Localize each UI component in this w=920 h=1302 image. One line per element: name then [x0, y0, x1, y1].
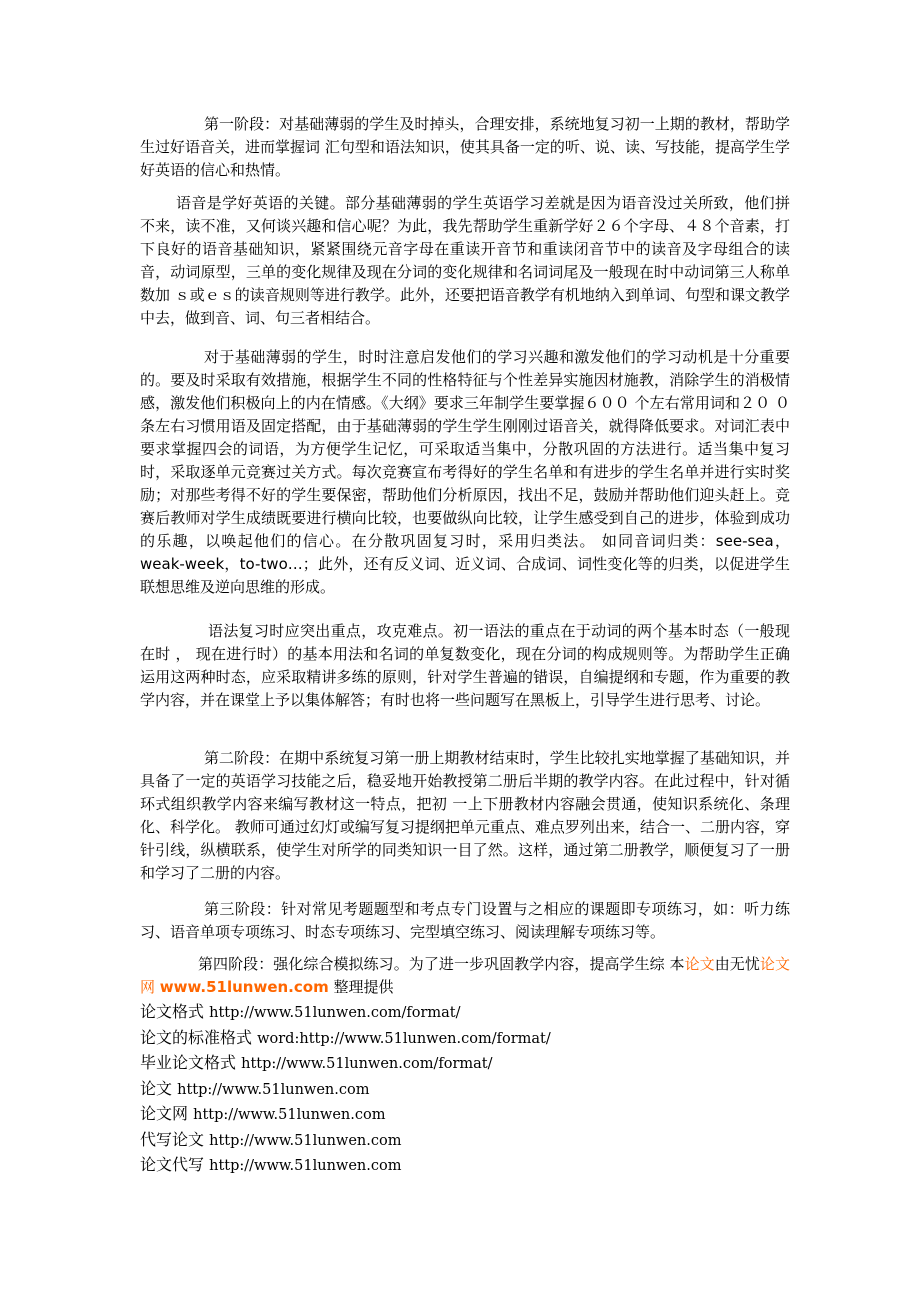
- link-url[interactable]: http://www.51lunwen.com/format/: [209, 1005, 461, 1021]
- link-list: [140, 1000, 790, 1179]
- lunwen-site-link[interactable]: 论文网: [140, 955, 790, 996]
- link-label: 论文网: [140, 1104, 189, 1123]
- link-label: 论文代写: [140, 1155, 205, 1174]
- paragraph-stage-one: [140, 113, 790, 182]
- paragraph-text: 第三阶段：针对常见考题题型和考点专门设置与之相应的课题即专项练习，如：听力练习、语音单项专项练习、时态专项练习、完型填空练习、阅读理解专项练习等。: [140, 900, 790, 941]
- link-url[interactable]: http://www.51lunwen.com: [193, 1107, 386, 1123]
- link-item[interactable]: [140, 1000, 790, 1026]
- link-label: 毕业论文格式: [140, 1053, 237, 1072]
- paragraph-text: 整理提供: [328, 978, 394, 996]
- link-item[interactable]: [140, 1128, 790, 1154]
- lunwen-link[interactable]: 论文: [684, 955, 715, 973]
- link-url[interactable]: http://www.51lunwen.com/format/: [241, 1056, 493, 1072]
- link-item[interactable]: [140, 1077, 790, 1103]
- link-url[interactable]: http://www.51lunwen.com: [177, 1081, 370, 1098]
- paragraph-text: 第四阶段：强化综合模拟练习。为了进一步巩固教学内容，提高学生综 本: [198, 955, 685, 973]
- paragraph-phonetics: [140, 192, 790, 330]
- link-label: 论文格式: [140, 1002, 205, 1021]
- link-item[interactable]: [140, 1153, 790, 1179]
- link-label: 代写论文: [140, 1129, 205, 1149]
- paragraph-text: 对于基础薄弱的学生，时时注意启发他们的学习兴趣和激发他们的学习动机是十分重要的。要及时采取有效措施，根据学生不同的性格特征与个性差异实施因材施教，消除学生的消极情感，激发他们积极向上的内在情感。《大纲》要求三年制学生要掌握６００ 个左右常用词和２０ ０条左右习惯用语及固定搭配，由于基础薄弱的学生学生刚刚过语音关，就得降低要求。对词汇表中要求掌握四会的词语，为方便学生记忆，可采取适当集中，分散巩固的方法进行。适当集中复习时，采取逐单元竞赛过关方式。每次竞赛宣布考得好的学生名单和有进步的学生名单并进行实时奖励；对那些考得不好的学生要保密，帮助他们分析原因，找出不足，鼓励并帮助他们迎头赶上。竞赛后教师对学生成绩既要进行横向比较，也要做纵向比较，让学生感受到自己的进步，体验到成功的乐趣，以唤起他们的信心。在分散巩固复习时，采用归类法。 如同音词归类：: [140, 348, 790, 550]
- link-label: 论文: [140, 1078, 173, 1098]
- paragraph-vocabulary: [140, 346, 790, 599]
- link-label: 论文的标准格式: [140, 1027, 253, 1047]
- paragraph-stage-four: [140, 953, 790, 999]
- paragraph-stage-three: [140, 898, 790, 944]
- paragraph-text: 语音是学好英语的关键。部分基础薄弱的学生英语学习差就是因为语音没过关所致，他们拼不来，读不准，又何谈兴趣和信心呢？为此，我先帮助学生重新学好２６个字母、４８个音素，打下良好的语音基础知识，紧紧围绕元音字母在重读开音节和重读闭音节中的读音及字母组合的读音，动词原型，三单的变化规律及现在分词的变化规律和名词词尾及一般现在时中动词第三人称单数加 ｓ或ｅｓ的读音规则等进行教学。此外，还要把语音教学有机地纳入到单词、句型和课文教学中去，做到音、词、句三者相结合。: [140, 194, 790, 327]
- paragraph-text: 第二阶段：在期中系统复习第一册上期教材结束时，学生比较扎实地掌握了基础知识，并具备了一定的英语学习技能之后，稳妥地开始教授第二册后半期的教学内容。在此过程中，针对循环式组织教学内容来编写教材这一特点，把初 一上下册教材内容融会贯通，使知识系统化、条理化、科学化。 教师可通过幻灯或编写复习提纲把单元重点、难点罗列出来，结合一、二册内容，穿针引线，纵横联系，使学生对所学的同类知识一目了然。这样，通过第二册教学，顺便复习了一册和学习了二册的内容。: [140, 749, 790, 882]
- paragraph-text: ；此外，还有反义词、近义词、合成词、词性变化等的归类，以促进学生联想思维及逆向思维的形成。: [140, 555, 790, 596]
- link-url[interactable]: word:http://www.51lunwen.com/format/: [257, 1030, 551, 1047]
- site-url-link[interactable]: www.51lunwen.com: [159, 978, 329, 996]
- link-url[interactable]: http://www.51lunwen.com: [209, 1158, 402, 1174]
- paragraph-grammar: [140, 620, 790, 712]
- paragraph-text: 语法复习时应突出重点，攻克难点。初一语法的重点在于动词的两个基本时态（一般现在时 ， 现在进行时）的基本用法和名词的单复数变化，现在分词的构成规则等。为帮助学生正确运用这两种时态，应采取精讲多练的原则，针对学生普遍的错误，自编提纲和专题，作为重要的教学内容，并在课堂上予以集体解答；有时也将一些问题写在黑板上，引导学生进行思考、讨论。: [140, 622, 790, 709]
- link-item[interactable]: [140, 1051, 790, 1077]
- link-item[interactable]: [140, 1102, 790, 1128]
- paragraph-text: 第一阶段：对基础薄弱的学生及时掉头，合理安排，系统地复习初一上期的教材，帮助学生过好语音关，进而掌握词 汇句型和语法知识，使其具备一定的听、说、读、写技能，提高学生学好英语的信心和热情。: [140, 115, 790, 179]
- paragraph-text: 由无忧: [714, 955, 760, 973]
- paragraph-stage-two: [140, 747, 790, 885]
- link-url[interactable]: http://www.51lunwen.com: [209, 1132, 402, 1149]
- link-item[interactable]: [140, 1026, 790, 1052]
- homophone-examples: see-sea， weak-week，to-two…: [140, 532, 790, 573]
